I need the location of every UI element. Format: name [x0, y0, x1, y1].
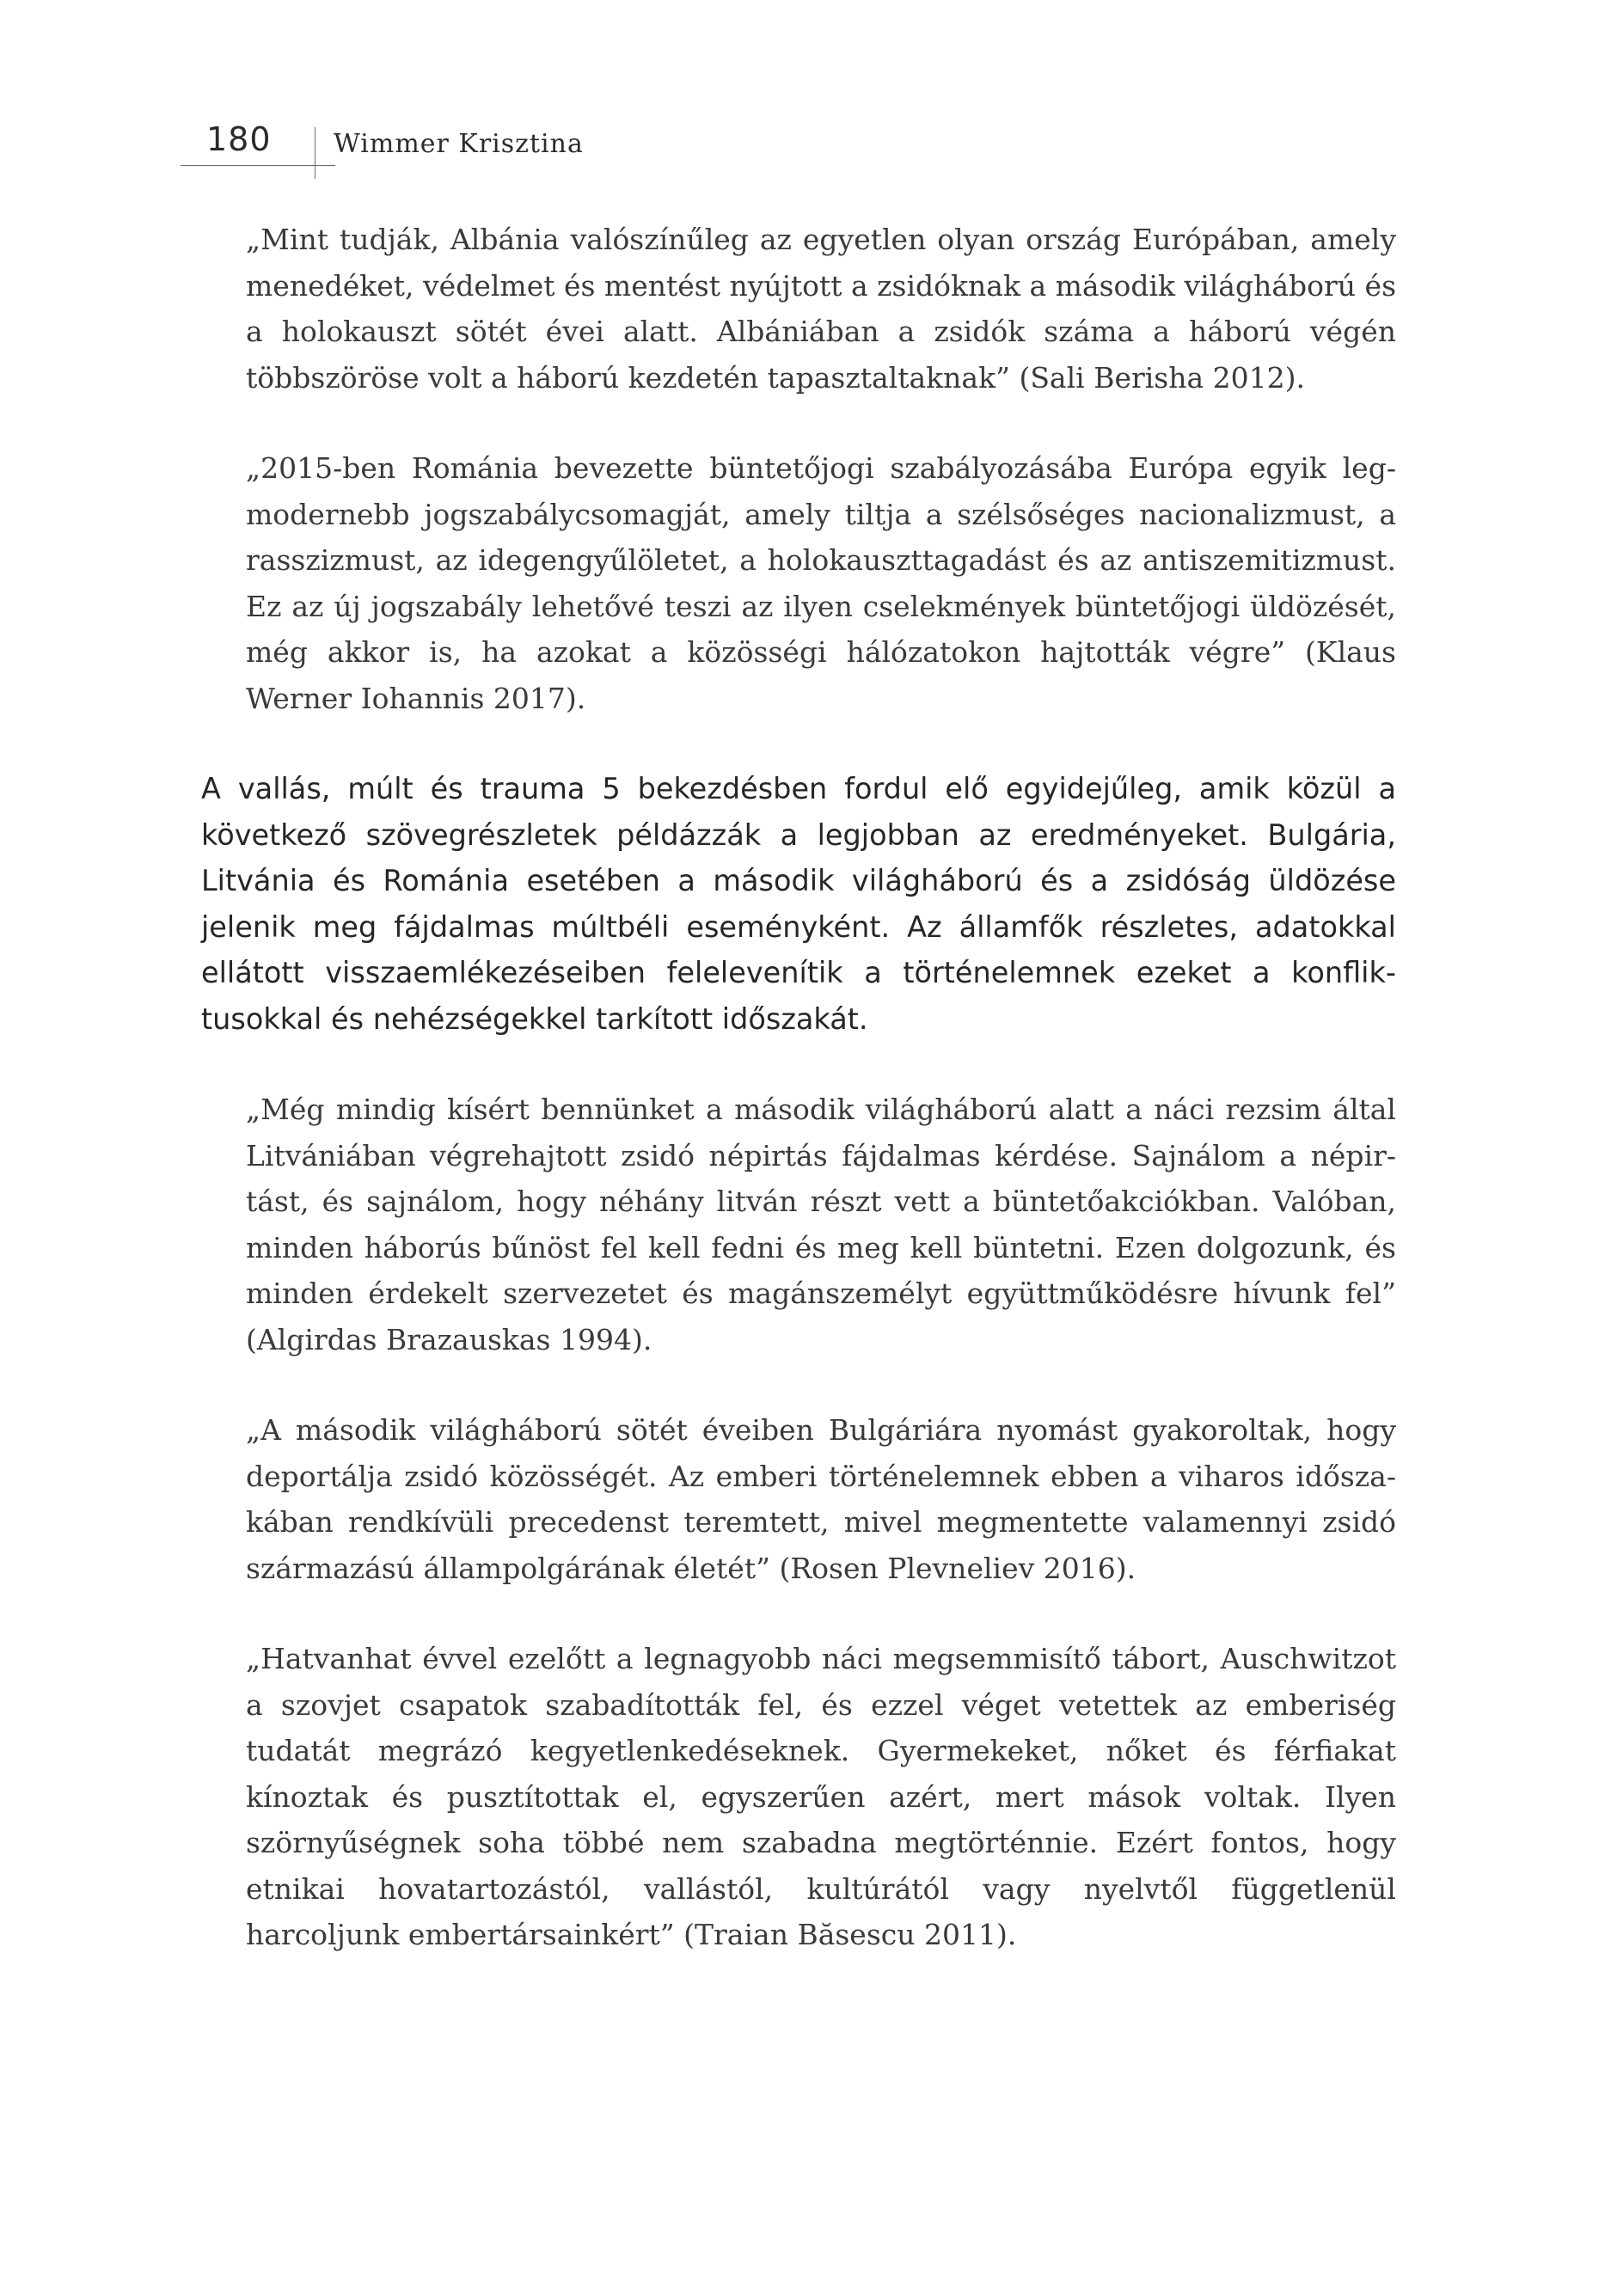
running-head-author: Wimmer Krisztina: [334, 129, 584, 159]
page-body: [201, 217, 1396, 2003]
quote-iohannis: „2015-ben Románia bevezette büntetőjogi szabályozásába Európa egyik legmodernebb jogszabálycsomagját, amely tiltja a szélsőséges nacionalizmust, a rasszizmust, az idegengyűlöletet, a holokauszttagadást és az antiszemitizmust. Ez az új jogszabály lehetővé teszi az ilyen cselekmények büntetőjogi üldözését, még akkor is, ha azokat a közösségi hálózatokon hajtották végre” (Klaus Werner Iohannis 2017).: [246, 451, 1396, 715]
quote-brazauskas: „Még mindig kísért bennünket a második világháború alatt a náci rezsim által Litvániában végrehajtott zsidó népirtás fájdalmas kérdése. Sajnálom a népirtást, és sajnálom, hogy néhány litván részt vett a büntetőakciókban. Valóban, minden háborús bűnöst fel kell fedni és meg kell büntetni. Ezen dolgozunk, és minden érdekelt szervezetet és magánszemélyt együttműködésre hívunk fel” (Algirdas Brazauskas 1994).: [246, 1093, 1396, 1356]
header-horizontal-rule: [181, 165, 335, 166]
page-number: 180: [206, 120, 272, 158]
quote-berisha: „Mint tudják, Albánia valószínűleg az egyetlen olyan ország Európában, amely menedéket, védelmet és mentést nyújtott a zsidóknak a második világháború és a holokauszt sötét évei alatt. Albániában a zsidók száma a háború végén többszöröse volt a háború kezdetén tapasztaltaknak” (Sali Berisha 2012).: [246, 223, 1396, 395]
body-paragraph: A vallás, múlt és trauma 5 bekezdésben fordul elő egyidejűleg, amik közül a következő szövegrészletek példázzák a legjobban az eredményeket. Bulgária, Litvánia és Románia esetében a második világháború és a zsidóság üldözése jelenik meg fájdalmas múltbéli eseményként. Az államfők részletes, adatokkal ellátott visszaemlékezéseiben felelevenítik a történelemnek ezeket a konfliktusokkal és nehézségekkel tarkított időszakát.: [201, 772, 1396, 1036]
quote-basescu: „Hatvanhat évvel ezelőtt a legnagyobb náci megsemmisítő tábort, Auschwitzot a szovjet csapatok szabadították fel, és ezzel véget vetettek az emberiség tudatát megrázó kegyetlenkedéseknek. Gyermekeket, nőket és férfiakat kínoztak és pusztítottak el, egyszerűen azért, mert mások voltak. Ilyen szörnyűségnek soha többé nem szabadna megtörténnie. Ezért fontos, hogy etnikai hovatartozástól, vallástól, kultúrától vagy nyelvtől függetlenül harcoljunk embertársainkért” (Traian Băsescu 2011).: [246, 1642, 1396, 1951]
running-header: [181, 120, 1470, 181]
quote-plevneliev: „A második világháború sötét éveiben Bulgáriára nyomást gyakoroltak, hogy deportálja zsidó közösségét. Az emberi történelemnek ebben a viharos időszakában rendkívüli precedenst teremtett, mivel megmentette valamennyi zsidó származású állampolgárának életét” (Rosen Plevneliev 2016).: [246, 1413, 1396, 1585]
